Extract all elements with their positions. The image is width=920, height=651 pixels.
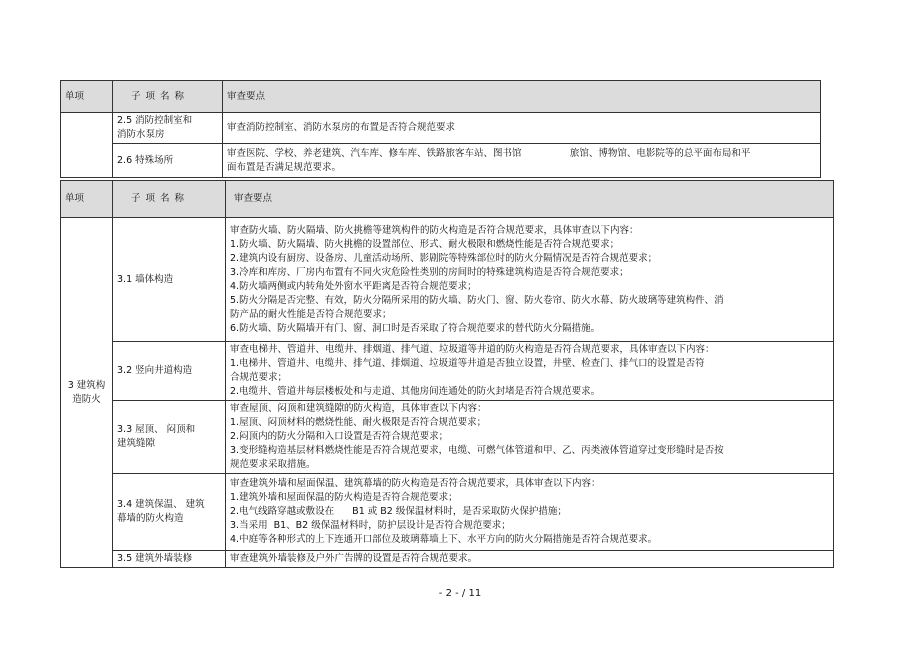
- review-point-line: 3.变形缝构造基层材料燃烧性能是否符合规范要求，电缆、可燃气体管道和甲、乙、丙类液体管道穿过变形缝时是否按: [230, 445, 724, 456]
- sub-item-cell: [113, 342, 226, 401]
- unit-line: 3 建筑构: [67, 379, 106, 391]
- header-unit: 单项: [61, 81, 113, 113]
- review-points-cell: [223, 113, 821, 144]
- table-header-row: [61, 181, 834, 218]
- sub-item-cell: [113, 113, 223, 144]
- review-points-cell: [223, 144, 821, 178]
- review-point-line: 审查电梯井、管道井、电缆井、排烟道、排气道、垃圾道等井道的防火构造是否符合规范要求，具体审查以下内容：: [230, 344, 715, 355]
- review-point-line: 5.防火分隔是否完整、有效，防火分隔所采用的防火墙、防火门、窗、防火卷帘、防火水幕、防火玻璃等建筑构件、消: [230, 294, 724, 306]
- unit-cell-empty: [61, 113, 113, 178]
- review-point-line: 1.屋顶、闷顶材料的燃烧性能、耐火极限是否符合规范要求；: [230, 417, 487, 428]
- review-points-cell: [226, 474, 834, 551]
- header-sub-item-name: 子 项 名 称: [113, 181, 226, 218]
- sub-item-cell: [113, 401, 226, 474]
- review-point-line: 2.电缆井、管道井每层楼板处和与走道、其他房间连通处的防火封堵是否符合规范要求。: [230, 386, 601, 397]
- table-row: [61, 474, 834, 551]
- table-header-row: [61, 81, 821, 113]
- sub-item-cell: [113, 218, 226, 342]
- review-point-line: 合规范要求；: [230, 372, 288, 383]
- header-review-points: 审查要点: [226, 181, 834, 218]
- sub-item-cell: [113, 474, 226, 551]
- sub-item-line: 3.3 屋顶、 闷顶和: [117, 424, 196, 435]
- review-points-cell: [226, 218, 834, 342]
- review-points-cell: [226, 342, 834, 401]
- review-point-line: 防产品的耐火性能是否符合规范要求；: [230, 308, 392, 320]
- sub-item-cell: [113, 144, 223, 178]
- table-row: [61, 551, 834, 568]
- review-point-line: 1.电梯井、管道井、电缆井、排气道、排烟道、垃圾道等井道是否独立设置，井壁、检查门、排气口的设置是否符: [230, 358, 705, 369]
- unit-line: 造防火: [72, 393, 101, 405]
- table-row: [61, 113, 821, 144]
- review-point-line: 1.防火墙、防火隔墙、防火挑檐的设置部位、形式、耐火极限和燃烧性能是否符合规范要求；: [230, 238, 620, 250]
- header-sub-item-name: 子 项 名 称: [113, 81, 223, 113]
- review-table-part2: [60, 180, 834, 568]
- review-point-line: 6.防火墙、防火隔墙开有门、窗、洞口时是否采取了符合规范要求的替代防火分隔措施。: [230, 322, 601, 334]
- sub-item-line: 建筑缝隙: [117, 438, 156, 449]
- sub-item-cell: [113, 551, 226, 568]
- review-point-line: 3.当采用 B1、B2 级保温材料时，防护层设计是否符合规范要求；: [230, 520, 511, 531]
- table-row: [61, 144, 821, 178]
- table-row: [61, 401, 834, 474]
- sub-item-line: 2.6 特殊场所: [117, 154, 174, 166]
- review-point-line: 3.冷库和库房、厂房内布置有不同火灾危险性类别的房间时的特殊建筑构造是否符合规范要求；: [230, 266, 629, 278]
- review-points-cell: [226, 551, 834, 568]
- review-table-part1: [60, 80, 821, 178]
- review-point-line: 2.闷顶内的防火分隔和入口设置是否符合规范要求；: [230, 431, 449, 442]
- review-point-line: 规范要求采取措施。: [230, 459, 316, 470]
- review-point-line: 2.电气线路穿越或敷设在 B1 或 B2 级保温材料时，是否采取防火保护措施；: [230, 506, 567, 517]
- review-point-line: 2.建筑内设有厨房、设备房、儿童活动场所、影剧院等特殊部位时的防火分隔情况是否符合规范要求；: [230, 252, 658, 264]
- review-point-line: 审查消防控制室、消防水泵房的布置是否符合规范要求: [227, 122, 456, 133]
- table-row: [61, 342, 834, 401]
- sub-item-line: 3.1 墙体构造: [117, 273, 174, 285]
- review-point-line: 审查建筑外墙装修及户外广告牌的设置是否符合规范要求。: [230, 553, 478, 564]
- unit-cell: [61, 218, 113, 568]
- sub-item-line: 3.4 建筑保温、 建筑: [117, 499, 205, 510]
- header-review-points: 审查要点: [223, 81, 821, 113]
- page-number: - 2 - / 11: [438, 588, 482, 599]
- header-unit: 单项: [61, 181, 113, 218]
- sub-item-line: 幕墙的防火构造: [117, 513, 184, 524]
- review-point-line: 1.建筑外墙和屋面保温的防火构造是否符合规范要求；: [230, 492, 458, 503]
- review-point-line: 审查屋顶、闷顶和建筑缝隙的防火构造，具体审查以下内容：: [230, 403, 487, 414]
- review-points-cell: [226, 401, 834, 474]
- sub-item-line: 2.5 消防控制室和: [117, 115, 193, 126]
- sub-item-line: 3.5 建筑外墙装修: [117, 553, 193, 564]
- review-point-line: 审查建筑外墙和屋面保温、建筑幕墙的防火构造是否符合规范要求，具体审查以下内容：: [230, 478, 601, 489]
- sub-item-line: 3.2 竖向井道构造: [117, 365, 193, 376]
- review-point-line: 审查防火墙、防火隔墙、防火挑檐等建筑构件的防火构造是否符合规范要求，具体审查以下内容：: [230, 224, 639, 236]
- table-row: [61, 218, 834, 342]
- sub-item-line: 消防水泵房: [117, 129, 165, 140]
- review-point-line: 面布置是否满足规范要求。: [227, 161, 342, 173]
- review-point-line: 审查医院、学校、养老建筑、汽车库、修车库、铁路旅客车站、图书馆 旅馆、博物馆、电影院等的总平面布局和平: [227, 147, 751, 159]
- review-point-line: 4.中庭等各种形式的上下连通开口部位及玻璃幕墙上下、水平方向的防火分隔措施是否符合规范要求。: [230, 534, 658, 545]
- review-point-line: 4.防火墙两侧或内转角处外窗水平距离是否符合规范要求；: [230, 280, 477, 292]
